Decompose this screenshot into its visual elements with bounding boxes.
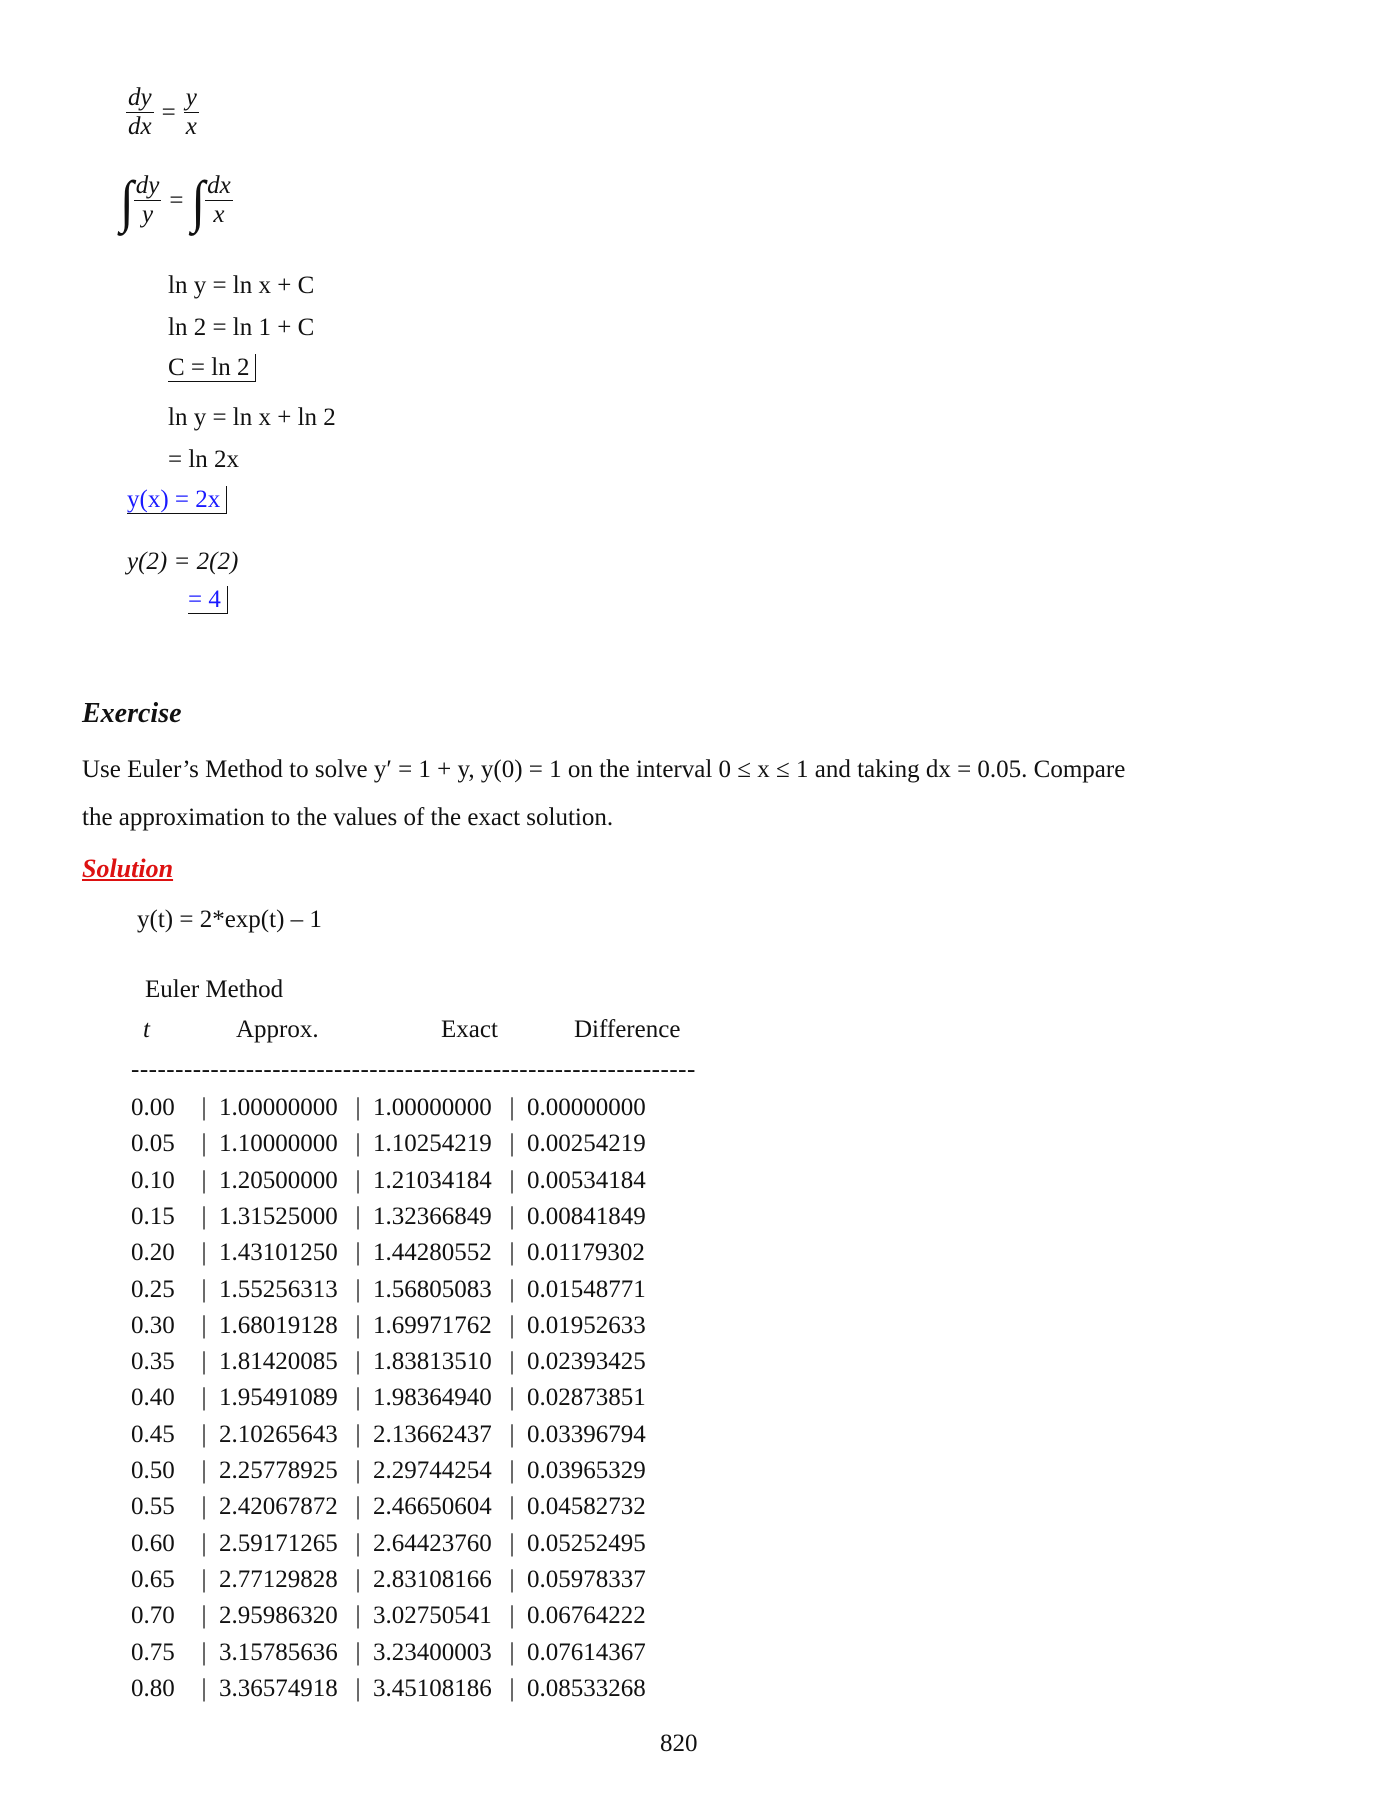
solution-result: y(x) = 2x: [127, 486, 227, 514]
table-row: [131, 1235, 657, 1271]
cell-t: 0.25: [131, 1275, 175, 1303]
column-separator: |: [201, 1348, 207, 1376]
exercise-text-line-2: the approximation to the values of the exact solution.: [82, 804, 614, 831]
header-t: t: [143, 1016, 150, 1043]
table-row: [131, 1635, 657, 1671]
integral-equation: ∫ $\frac{dy}{y}$ = ∫ $\frac{dx}{x}$: [120, 168, 231, 233]
cell-exact: 3.02750541: [373, 1602, 492, 1630]
cell-difference: 0.00534184: [527, 1166, 646, 1194]
cell-difference: 0.00000000: [527, 1094, 646, 1121]
cell-approx: 2.25778925: [219, 1457, 338, 1484]
column-separator: |: [509, 1311, 515, 1339]
cell-exact: 1.32366849: [373, 1202, 492, 1230]
column-separator: |: [201, 1602, 207, 1630]
cell-t: 0.00: [131, 1094, 175, 1121]
cell-difference: 0.01952633: [527, 1311, 646, 1339]
cell-t: 0.80: [131, 1674, 175, 1702]
solution-label: Solution: [82, 854, 174, 883]
cell-approx: 2.95986320: [219, 1602, 338, 1630]
column-separator: |: [355, 1493, 361, 1521]
cell-approx: 2.10265643: [219, 1420, 338, 1448]
column-separator: |: [355, 1565, 361, 1593]
fraction-dy-dx: [126, 84, 154, 141]
column-separator: |: [355, 1602, 361, 1630]
cell-approx: 2.42067872: [219, 1493, 338, 1521]
column-separator: |: [509, 1420, 515, 1448]
column-separator: |: [509, 1457, 515, 1484]
column-separator: |: [509, 1493, 515, 1521]
cell-exact: 3.45108186: [373, 1674, 492, 1702]
constant-result: C = ln 2: [168, 354, 256, 382]
column-separator: |: [355, 1674, 361, 1702]
table-row: [131, 1598, 657, 1634]
column-separator: |: [355, 1529, 361, 1557]
table-row: [131, 1489, 657, 1525]
cell-difference: 0.07614367: [527, 1638, 646, 1666]
cell-exact: 1.10254219: [373, 1130, 492, 1158]
header-exact: Exact: [441, 1016, 498, 1043]
cell-approx: 1.43101250: [219, 1239, 338, 1267]
column-separator: |: [201, 1529, 207, 1557]
cell-difference: 0.04582732: [527, 1493, 646, 1521]
table-row: [131, 1453, 657, 1489]
table-divider: ----------------------------------------------------------------: [131, 1056, 696, 1083]
table-row: [131, 1126, 657, 1162]
cell-exact: 1.44280552: [373, 1239, 492, 1267]
column-separator: |: [509, 1202, 515, 1230]
column-separator: |: [509, 1166, 515, 1194]
numerator: dy: [128, 84, 152, 111]
table-row: [131, 1199, 657, 1235]
numerator: y: [185, 84, 197, 111]
cell-exact: 2.29744254: [373, 1457, 492, 1484]
cell-t: 0.55: [131, 1493, 175, 1521]
table-row: [131, 1562, 657, 1598]
denominator: dx: [128, 113, 152, 140]
column-separator: |: [355, 1202, 361, 1230]
column-separator: |: [509, 1602, 515, 1630]
cell-exact: 1.69971762: [373, 1311, 492, 1339]
cell-t: 0.10: [131, 1166, 175, 1194]
integral-sign-icon: ∫: [191, 168, 206, 233]
table-row: [131, 1417, 657, 1453]
cell-t: 0.35: [131, 1348, 175, 1376]
cell-t: 0.70: [131, 1602, 175, 1630]
cell-t: 0.40: [131, 1384, 175, 1412]
cell-exact: 1.21034184: [373, 1166, 492, 1194]
table-row: [131, 1380, 657, 1416]
column-separator: |: [201, 1166, 207, 1194]
column-separator: |: [509, 1384, 515, 1412]
column-separator: |: [355, 1311, 361, 1339]
column-separator: |: [355, 1130, 361, 1158]
column-separator: |: [201, 1493, 207, 1521]
cell-t: 0.50: [131, 1457, 175, 1484]
cell-difference: 0.02393425: [527, 1348, 646, 1376]
integral-sign-icon: ∫: [120, 168, 134, 233]
cell-difference: 0.08533268: [527, 1674, 646, 1702]
column-separator: |: [355, 1275, 361, 1303]
table-row: [131, 1671, 657, 1707]
cell-approx: 1.55256313: [219, 1275, 338, 1303]
column-separator: |: [509, 1674, 515, 1702]
cell-approx: 1.20500000: [219, 1166, 338, 1194]
cell-exact: 2.13662437: [373, 1420, 492, 1448]
column-separator: |: [201, 1638, 207, 1666]
cell-difference: 0.02873851: [527, 1384, 646, 1412]
cell-t: 0.75: [131, 1638, 175, 1666]
cell-difference: 0.03965329: [527, 1457, 646, 1484]
exact-formula: y(t) = 2*exp(t) – 1: [137, 906, 322, 933]
cell-difference: 0.01548771: [527, 1275, 646, 1303]
cell-exact: 2.64423760: [373, 1529, 492, 1557]
method-title: Euler Method: [145, 976, 284, 1003]
column-separator: |: [201, 1311, 207, 1339]
fraction-dy-y: $\frac{dy}{y}$: [135, 172, 160, 228]
evaluation-result: = 4: [188, 586, 228, 614]
column-separator: |: [201, 1202, 207, 1230]
column-separator: |: [509, 1529, 515, 1557]
denominator: x: [185, 113, 197, 140]
cell-approx: 1.00000000: [219, 1094, 338, 1121]
cell-difference: 0.05978337: [527, 1565, 646, 1593]
exercise-heading: Exercise: [82, 698, 182, 729]
fraction-y-x: [184, 84, 199, 141]
cell-difference: 0.00254219: [527, 1130, 646, 1158]
column-separator: |: [201, 1674, 207, 1702]
cell-approx: 2.59171265: [219, 1529, 338, 1557]
column-separator: |: [355, 1420, 361, 1448]
column-separator: |: [509, 1130, 515, 1158]
table-header: [0, 1016, 1390, 1052]
cell-approx: 1.10000000: [219, 1130, 338, 1158]
column-separator: |: [201, 1457, 207, 1484]
table-row: [131, 1272, 657, 1308]
cell-t: 0.15: [131, 1202, 175, 1230]
fraction-dx-x: $\frac{dx}{x}$: [207, 172, 231, 228]
page-number: 820: [660, 1730, 698, 1757]
derivation-line-4: ln y = ln x + ln 2: [168, 404, 336, 431]
cell-difference: 0.06764222: [527, 1602, 646, 1630]
cell-difference: 0.03396794: [527, 1420, 646, 1448]
cell-approx: 1.68019128: [219, 1311, 338, 1339]
cell-approx: 2.77129828: [219, 1565, 338, 1593]
table-row: [131, 1090, 657, 1126]
cell-t: 0.30: [131, 1311, 175, 1339]
cell-exact: 2.83108166: [373, 1565, 492, 1593]
cell-t: 0.45: [131, 1420, 175, 1448]
column-separator: |: [355, 1457, 361, 1484]
cell-approx: 1.95491089: [219, 1384, 338, 1412]
table-row: [131, 1163, 657, 1199]
column-separator: |: [509, 1565, 515, 1593]
column-separator: |: [355, 1348, 361, 1376]
cell-difference: 0.00841849: [527, 1202, 646, 1230]
cell-approx: 3.36574918: [219, 1674, 338, 1702]
column-separator: |: [355, 1239, 361, 1267]
cell-t: 0.60: [131, 1529, 175, 1557]
cell-approx: 3.15785636: [219, 1638, 338, 1666]
column-separator: |: [201, 1275, 207, 1303]
column-separator: |: [509, 1239, 515, 1267]
column-separator: |: [509, 1348, 515, 1376]
ode-equation: $\frac{dy}{dx}$ = $\frac{y}{x}$: [128, 84, 197, 140]
derivation-line-5: = ln 2x: [168, 446, 240, 473]
cell-difference: 0.05252495: [527, 1529, 646, 1557]
cell-t: 0.05: [131, 1130, 175, 1158]
header-difference: Difference: [574, 1016, 681, 1043]
cell-exact: 1.98364940: [373, 1384, 492, 1412]
cell-difference: 0.01179302: [527, 1239, 645, 1267]
evaluation-line-1: y(2) = 2(2): [127, 548, 239, 575]
cell-exact: 1.56805083: [373, 1275, 492, 1303]
column-separator: |: [509, 1094, 515, 1121]
column-separator: |: [509, 1275, 515, 1303]
column-separator: |: [355, 1166, 361, 1194]
column-separator: |: [201, 1130, 207, 1158]
header-approx: Approx.: [236, 1016, 319, 1043]
table-row: [131, 1526, 657, 1562]
cell-exact: 1.00000000: [373, 1094, 492, 1121]
cell-exact: 1.83813510: [373, 1348, 492, 1376]
table-row: [131, 1344, 657, 1380]
column-separator: |: [201, 1420, 207, 1448]
column-separator: |: [355, 1094, 361, 1121]
cell-exact: 3.23400003: [373, 1638, 492, 1666]
column-separator: |: [201, 1094, 207, 1121]
column-separator: |: [201, 1384, 207, 1412]
cell-t: 0.20: [131, 1239, 175, 1267]
cell-t: 0.65: [131, 1565, 175, 1593]
column-separator: |: [201, 1565, 207, 1593]
derivation-line-1: ln y = ln x + C: [168, 272, 315, 299]
cell-approx: 1.81420085: [219, 1348, 338, 1376]
column-separator: |: [509, 1638, 515, 1666]
column-separator: |: [355, 1384, 361, 1412]
cell-approx: 1.31525000: [219, 1202, 338, 1230]
cell-exact: 2.46650604: [373, 1493, 492, 1521]
exercise-text-line-1: Use Euler’s Method to solve y′ = 1 + y, y(0) = 1 on the interval 0 ≤ x ≤ 1 and taking dx = 0.05. Compare: [82, 756, 1126, 783]
table-row: [131, 1308, 657, 1344]
column-separator: |: [355, 1638, 361, 1666]
column-separator: |: [201, 1239, 207, 1267]
derivation-line-2: ln 2 = ln 1 + C: [168, 314, 315, 341]
